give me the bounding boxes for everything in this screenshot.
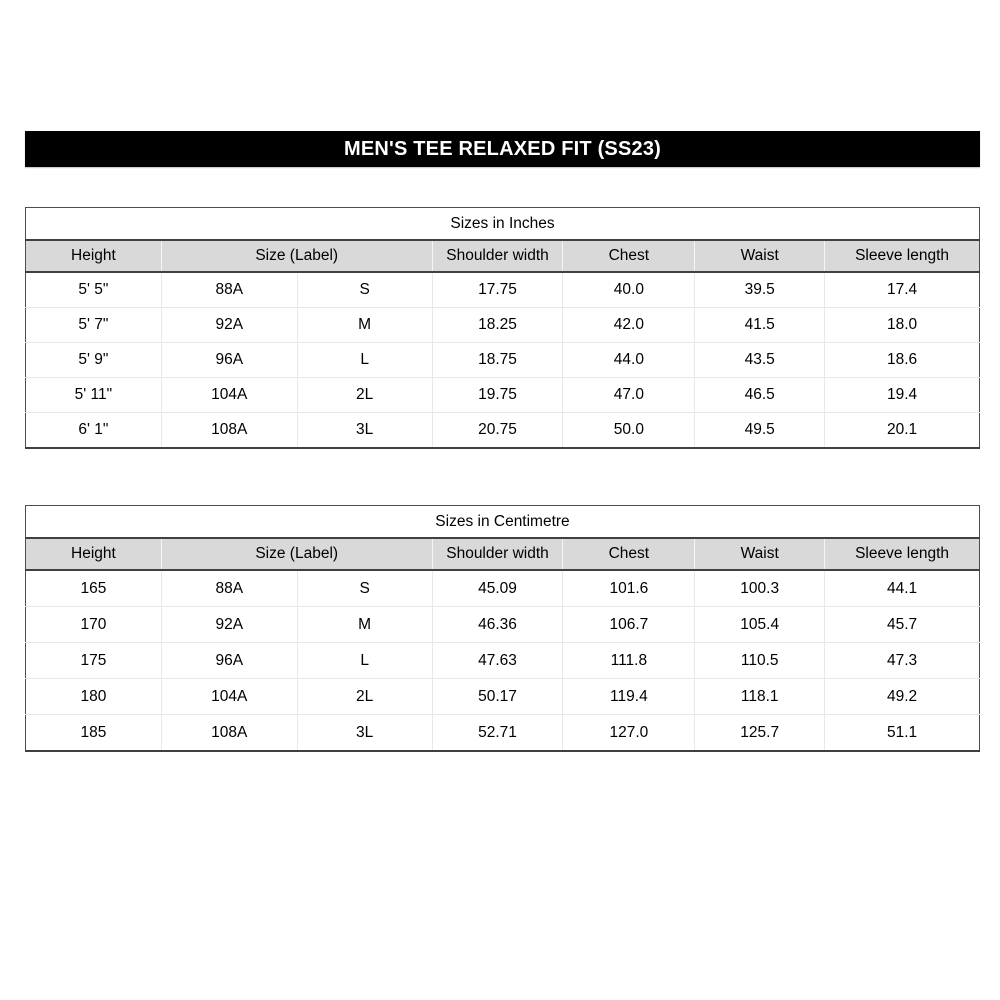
- table-cell: 110.5: [695, 643, 825, 679]
- table-header-row: [26, 538, 980, 570]
- column-header-height: Height: [26, 538, 162, 570]
- table-title: Sizes in Inches: [26, 208, 980, 241]
- table-cell: 2L: [297, 378, 432, 413]
- column-header-sleeve-length: Sleeve length: [825, 538, 980, 570]
- table-cell: 106.7: [563, 607, 695, 643]
- table-cell: 18.75: [432, 343, 563, 378]
- table-cell: 41.5: [695, 308, 825, 343]
- table-row: [26, 715, 980, 752]
- table-cell: 52.71: [432, 715, 563, 752]
- table-cell: 49.5: [695, 413, 825, 449]
- table-row: [26, 272, 980, 308]
- table-title: Sizes in Centimetre: [26, 506, 980, 539]
- table-row: [26, 413, 980, 449]
- table-cell: 108A: [161, 413, 297, 449]
- table-row: [26, 607, 980, 643]
- column-header-chest: Chest: [563, 538, 695, 570]
- table-cell: 5' 7": [26, 308, 162, 343]
- table-cell: 88A: [161, 570, 297, 607]
- table-cell: 19.75: [432, 378, 563, 413]
- table-cell: 105.4: [695, 607, 825, 643]
- column-header-sleeve-length: Sleeve length: [825, 240, 980, 272]
- table-row: [26, 308, 980, 343]
- table-cell: 45.09: [432, 570, 563, 607]
- table-cell: 42.0: [563, 308, 695, 343]
- table-title-row: [26, 208, 980, 241]
- table-cell: 20.75: [432, 413, 563, 449]
- table-cell: 104A: [161, 378, 297, 413]
- table-row: [26, 679, 980, 715]
- table-row: [26, 343, 980, 378]
- table-cell: 108A: [161, 715, 297, 752]
- column-header-height: Height: [26, 240, 162, 272]
- table-cell: M: [297, 308, 432, 343]
- table-cell: S: [297, 272, 432, 308]
- table-cell: 170: [26, 607, 162, 643]
- table-cell: 47.63: [432, 643, 563, 679]
- table-cell: 18.25: [432, 308, 563, 343]
- table-cell: 50.0: [563, 413, 695, 449]
- table-header-row: [26, 240, 980, 272]
- table-cell: 40.0: [563, 272, 695, 308]
- table-cell: 3L: [297, 715, 432, 752]
- table-cell: 17.75: [432, 272, 563, 308]
- table-cell: 180: [26, 679, 162, 715]
- table-cell: 165: [80, 579, 107, 597]
- table-cell: 119.4: [563, 679, 695, 715]
- table-cell: 5' 5": [78, 281, 109, 298]
- table-cell: 127.0: [563, 715, 695, 752]
- table-body-centimetre: [26, 570, 980, 751]
- table-cell: 19.4: [825, 378, 980, 413]
- column-header-chest: Chest: [563, 240, 695, 272]
- table-cell: 92A: [161, 607, 297, 643]
- table-cell: 5' 9": [26, 343, 162, 378]
- table-row: [26, 570, 980, 607]
- table-cell: 104A: [161, 679, 297, 715]
- table-cell: L: [297, 643, 432, 679]
- column-header-shoulder-width: Shoulder width: [432, 240, 563, 272]
- column-header-waist: Waist: [695, 538, 825, 570]
- table-cell: 17.4: [825, 272, 980, 308]
- table-cell: 185: [26, 715, 162, 752]
- table-cell: 46.36: [432, 607, 563, 643]
- column-header-size-label: Size (Label): [161, 538, 432, 570]
- table-cell: 18.0: [825, 308, 980, 343]
- column-header-waist: Waist: [695, 240, 825, 272]
- table-cell: 44.1: [825, 570, 980, 607]
- product-title-banner: [25, 131, 980, 167]
- table-cell: S: [297, 570, 432, 607]
- table-cell: 92A: [161, 308, 297, 343]
- table-cell: 50.17: [432, 679, 563, 715]
- size-table-inches: [25, 207, 980, 449]
- table-cell: 6' 1": [26, 413, 162, 449]
- table-row: [26, 643, 980, 679]
- table-cell: 47.0: [563, 378, 695, 413]
- table-cell: 20.1: [825, 413, 980, 449]
- column-header-shoulder-width: Shoulder width: [432, 538, 563, 570]
- table-cell: 88A: [161, 272, 297, 308]
- table-cell: 5' 11": [26, 378, 162, 413]
- table-cell: 45.7: [825, 607, 980, 643]
- table-row: [26, 378, 980, 413]
- table-cell: 49.2: [825, 679, 980, 715]
- table-cell: 18.6: [825, 343, 980, 378]
- table-cell: 2L: [297, 679, 432, 715]
- table-cell: 51.1: [825, 715, 980, 752]
- table-cell: 44.0: [563, 343, 695, 378]
- column-header-size-label: Size (Label): [161, 240, 432, 272]
- table-cell: 96A: [161, 343, 297, 378]
- table-cell: 3L: [297, 413, 432, 449]
- table-cell: 100.3: [695, 570, 825, 607]
- size-table-centimetre: [25, 505, 980, 752]
- table-cell: 125.7: [695, 715, 825, 752]
- table-cell: 43.5: [695, 343, 825, 378]
- table-cell: 46.5: [695, 378, 825, 413]
- table-cell: 96A: [161, 643, 297, 679]
- table-body-inches: [26, 272, 980, 448]
- product-title: MEN'S TEE RELAXED FIT (SS23): [343, 137, 662, 160]
- table-cell: 175: [26, 643, 162, 679]
- table-cell: 101.6: [563, 570, 695, 607]
- table-cell: M: [297, 607, 432, 643]
- table-cell: L: [297, 343, 432, 378]
- table-cell: 111.8: [563, 643, 695, 679]
- table-cell: 47.3: [825, 643, 980, 679]
- table-cell: 118.1: [695, 679, 825, 715]
- table-cell: 39.5: [695, 272, 825, 308]
- table-title-row: [26, 506, 980, 539]
